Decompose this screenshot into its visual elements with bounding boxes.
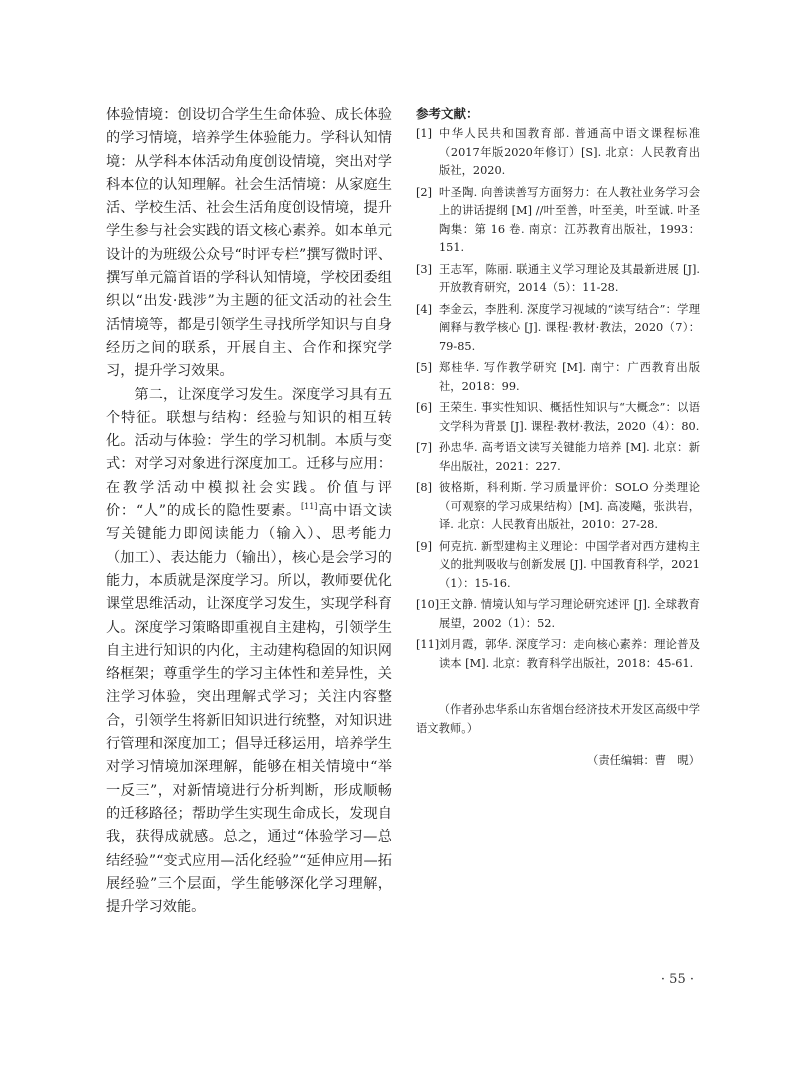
reference-item xyxy=(416,439,700,476)
editor-note: （责任编辑：曹 晛） xyxy=(587,754,700,767)
reference-item xyxy=(416,261,700,298)
reference-number: [2] xyxy=(416,185,433,199)
references-heading: 参考文献： xyxy=(416,106,479,121)
reference-number: [1] xyxy=(416,127,433,140)
reference-number: [10] xyxy=(416,598,440,611)
reference-text: 王荣生. 事实性知识、概括性知识与“大概念”：以语文学科为背景 [J]. 课程·教材·教法，2020（4）：80. xyxy=(439,401,700,433)
reference-text: 中华人民共和国教育部. 普通高中语文课程标准（2017年版2020年修订）[S]. 北京：人民教育出版社，2020. xyxy=(439,127,700,177)
author-note: （作者孙忠华系山东省烟台经济技术开发区高级中学语文教师。） xyxy=(416,703,700,735)
reference-number: [7] xyxy=(416,441,433,454)
reference-item xyxy=(416,184,700,258)
reference-item xyxy=(416,479,700,535)
reference-item xyxy=(416,359,700,396)
body-text-column xyxy=(106,104,392,919)
reference-number: [11] xyxy=(416,638,440,651)
reference-text: 彼格斯，科利斯. 学习质量评价：SOLO 分类理论（可观察的学习成果结构）[M]. 高凌飚，张洪岩，译. 北京：人民教育出版社，2010：27-28. xyxy=(439,481,700,531)
body-paragraph xyxy=(106,384,392,920)
reference-item xyxy=(416,596,700,633)
page-number: · 55 · xyxy=(660,972,694,987)
reference-text: 王志军，陈丽. 联通主义学习理论及其最新进展 [J]. 开放教育研究，2014（5）：11-28. xyxy=(439,262,700,294)
reference-item xyxy=(416,538,700,594)
body-paragraph-text: 高中语文读写关键能力即阅读能力（输入）、思考能力（加工）、表达能力（输出），核心是会学习的能力，本质就是深度学习。所以，教师要优化课堂思维活动，让深度学习发生，实现学科育人。深度学习策略即重视自主建构，引领学生自主进行知识的内化，主动建构稳固的知识网络框架；尊重学生的学习主体性和差异性，关注学习体验，突出理解式学习；关注内容整合，引领学生将新旧知识进行统整，对知识进行管理和深度加工；倡导迁移运用，培养学生对学习情境加深理解，能够在相关情境中“举一反三”，对新情境进行分析判断，形成顺畅的迁移路径；帮助学生实现生命成长，发现自我，获得成就感。总之，通过“体验学习—总结经验”“变式应用—活化经验”“延伸应用—拓展经验”三个层面，学生能够深化学习理解，提升学习效能。 xyxy=(106,503,392,916)
reference-number: [4] xyxy=(416,302,433,316)
reference-number: [9] xyxy=(416,539,433,553)
reference-text: 李金云，李胜利. 深度学习视域的“读写结合”：学理阐释与教学核心 [J]. 课程·教材·教法，2020（7）：79-85. xyxy=(439,302,700,353)
citation-marker: [11] xyxy=(300,502,318,512)
references-column xyxy=(416,104,700,771)
reference-text: 孙忠华. 高考语文读写关键能力培养 [M]. 北京：新华出版社，2021：227. xyxy=(439,441,700,473)
reference-number: [5] xyxy=(416,361,433,374)
reference-item xyxy=(416,125,700,181)
reference-number: [3] xyxy=(416,262,433,276)
reference-text: 叶圣陶. 向善读善写方面努力：在人教社业务学习会上的讲话提纲 [M] //叶至善，叶至美，叶至诚. 叶圣陶集：第 16 卷. 南京：江苏教育出版社，1993：151. xyxy=(439,185,700,254)
reference-number: [6] xyxy=(416,401,433,414)
reference-number: [8] xyxy=(416,481,433,494)
reference-item xyxy=(416,399,700,436)
body-paragraph-text: 第二，让深度学习发生。深度学习具有五个特征。联想与结构：经验与知识的相互转化。活动与体验：学生的学习机制。本质与变式：对学习对象进行深度加工。迁移与应用：在教学活动中模拟社会实践。价值与评价：“人”的成长的隐性要素。 xyxy=(106,386,392,520)
reference-text: 郑桂华. 写作教学研究 [M]. 南宁：广西教育出版社，2018：99. xyxy=(439,361,700,393)
reference-text: 刘月霞，郭华. 深度学习：走向核心素养：理论普及读本 [M]. 北京：教育科学出版社，2018：45-61. xyxy=(439,638,700,670)
reference-item xyxy=(416,301,700,357)
body-paragraph: 体验情境：创设切合学生生命体验、成长体验的学习情境，培养学生体验能力。学科认知情境：从学科本体活动角度创设情境，突出对学科本位的认知理解。社会生活情境：从家庭生活、学校生活、社会生活角度创设情境，提升学生参与社会实践的语文核心素养。如本单元设计的为班级公众号“时评专栏”撰写微时评、撰写单元篇首语的学科认知情境，学校团委组织以“出发·践涉”为主题的征文活动的社会生活情境等，都是引领学生寻找所学知识与自身经历之间的联系，开展自主、合作和探究学习，提升学习效果。 xyxy=(106,107,392,380)
reference-text: 何克抗. 新型建构主义理论：中国学者对西方建构主义的批判吸收与创新发展 [J]. 中国教育科学，2021（1）：15-16. xyxy=(439,539,700,590)
reference-text: 王文静. 情境认知与学习理论研究述评 [J]. 全球教育展望，2002（1）：52. xyxy=(439,598,700,630)
reference-item xyxy=(416,636,700,673)
